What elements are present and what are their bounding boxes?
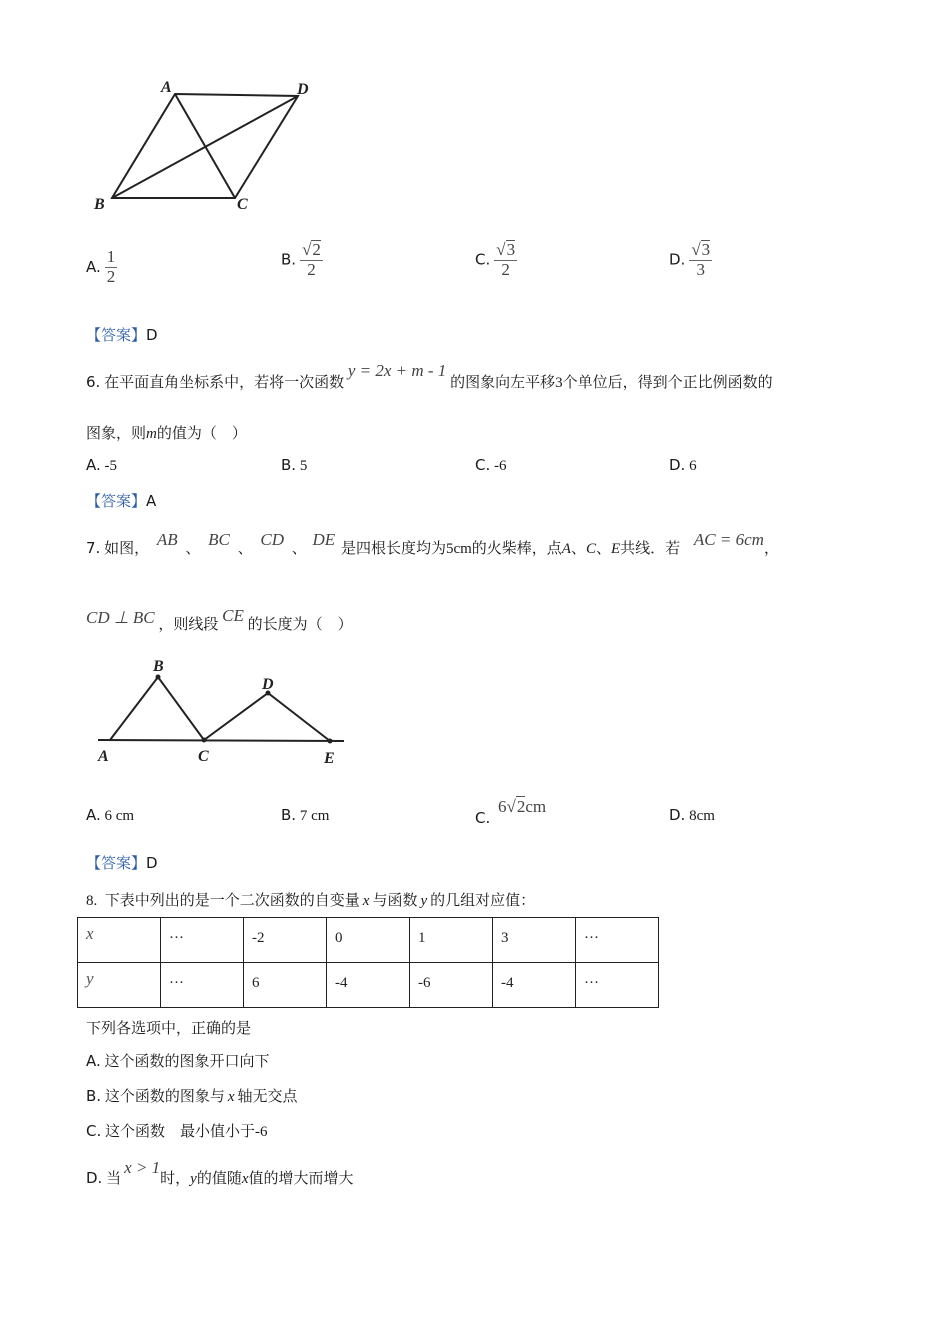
label-c: C: [237, 196, 248, 213]
q8-option-b: B. 这个函数的图象与 x 轴无交点: [86, 1087, 298, 1105]
answer-value: A: [146, 492, 157, 510]
sqrt-sign: √: [496, 240, 506, 259]
table-cell: 3: [493, 918, 576, 963]
label-a: A: [98, 748, 109, 765]
segments-abcde: [110, 677, 330, 741]
answer-value: D: [146, 854, 158, 872]
table-cell: ···: [161, 918, 244, 963]
table-cell: -6: [410, 963, 493, 1008]
fraction: $\frac{√2}{2}$: [302, 240, 321, 279]
table-cell: y: [78, 963, 161, 1008]
q6-answer: [86, 490, 156, 511]
answer-tag: 【答案】: [86, 492, 147, 510]
diagonal-bd: [112, 96, 298, 198]
table-cell: ···: [576, 963, 659, 1008]
q7-answer: [86, 852, 158, 873]
label-a: A: [161, 79, 172, 96]
q6-option-d: D. 6: [669, 456, 697, 474]
table-cell: ···: [161, 963, 244, 1008]
q8-option-a: A. 这个函数的图象开口向下: [86, 1052, 270, 1070]
point-c: [202, 738, 207, 743]
table-cell: ···: [576, 918, 659, 963]
label-b: B: [94, 196, 105, 213]
fraction: $\frac{√3}{2}$: [496, 240, 516, 279]
q6-option-a: A. -5: [86, 456, 118, 474]
q8-option-c: C. 这个函数 最小值小于-6: [86, 1122, 268, 1140]
q8-option-d: D. 当x > 1时，y的值随x值的增大而增大: [86, 1158, 354, 1187]
label-d: D: [297, 81, 309, 98]
table-cell: 6: [244, 963, 327, 1008]
table-cell: -4: [327, 963, 410, 1008]
q7-stem-line2: CD ⊥ BC ，则线段 CE 的长度为（ ）: [86, 606, 353, 633]
fraction: $\frac{√3}{3}$: [691, 240, 711, 279]
sqrt-sign: √: [691, 240, 701, 259]
q7-stem-line1: 7. 如图， AB 、 BC 、 CD 、 DE 是四根长度均为5cm的火柴棒，点A、C、E共线．若 AC = 6cm，: [86, 530, 779, 557]
baseline-ae: [98, 740, 344, 741]
table-cell: -2: [244, 918, 327, 963]
label-e: E: [324, 750, 335, 767]
matchstick-figure: [90, 655, 350, 770]
answer-tag: 【答案】: [86, 854, 147, 872]
table-cell: 1: [410, 918, 493, 963]
q7-option-c: C. 6√2cm: [475, 797, 547, 827]
label-d: D: [262, 676, 274, 693]
q5-option-c: C. $\frac{√3}{2}$: [475, 240, 516, 279]
q7-option-b: B. 7 cm: [281, 806, 330, 824]
q6-formula: y = 2x + m - 1: [347, 361, 447, 380]
q6-stem-line2: 图象，则m的值为（ ）: [86, 426, 247, 442]
sqrt-sign: √: [302, 240, 312, 259]
table-cell: 0: [327, 918, 410, 963]
q5-option-d: D. $\frac{√3}{3}$: [669, 240, 711, 279]
point-b: [156, 675, 161, 680]
label-c: C: [198, 748, 209, 765]
table-cell: -4: [493, 963, 576, 1008]
q6-stem-line1: 6. 在平面直角坐标系中，若将一次函数 y = 2x + m - 1 的图象向左平移3个单位后，得到个正比例函数的: [86, 361, 773, 391]
parallelogram-figure: [85, 72, 335, 222]
label-b: B: [153, 658, 164, 675]
q5-answer: [86, 324, 158, 345]
fraction: $\frac{1}{2}$: [106, 247, 116, 286]
table-cell: x: [78, 918, 161, 963]
table-row-y: [78, 963, 659, 1008]
q5-option-a: A. $\frac{1}{2}$: [86, 247, 116, 286]
point-e: [328, 739, 333, 744]
q8-stem: 8. 下表中列出的是一个二次函数的自变量 x 与函数 y 的几组对应值：: [86, 893, 536, 909]
q6-option-b: B. 5: [281, 456, 308, 474]
answer-tag: 【答案】: [86, 326, 147, 344]
sqrt-sign: √: [506, 797, 516, 816]
value-table: [77, 917, 659, 1008]
q8-prompt: 下列各选项中，正确的是: [86, 1021, 252, 1037]
answer-value: D: [146, 326, 158, 344]
q7-option-a: A. 6 cm: [86, 806, 135, 824]
q7-option-d: D. 8cm: [669, 806, 715, 824]
q6-option-c: C. -6: [475, 456, 507, 474]
table-row-x: [78, 918, 659, 963]
q5-option-b: B. $\frac{√2}{2}$: [281, 240, 321, 279]
